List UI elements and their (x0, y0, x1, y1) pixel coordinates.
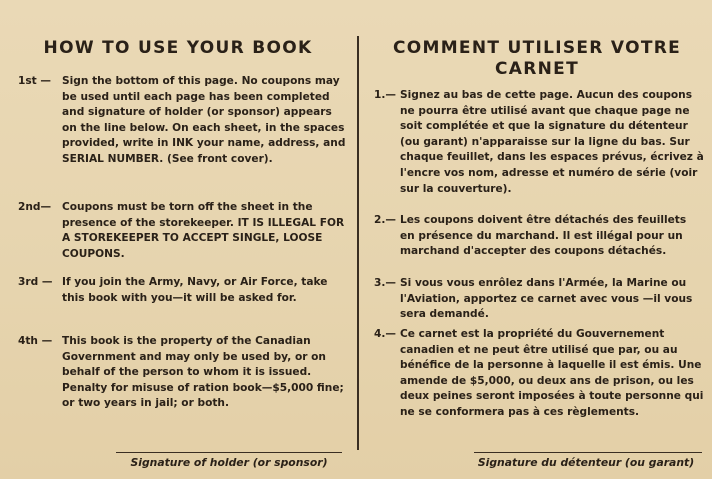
english-signature-label: Signature of holder (or sponsor) (130, 456, 328, 469)
english-signature-line (116, 452, 342, 453)
french-item-1-text: Signez au bas de cette page. Aucun des coupons ne pourra être utilisé avant que chaque page ne soit complétée et que la signature du détenteur (ou garant) n'apparaisse sur la ligne du bas. Sur chaque feuillet, dans les espaces prévus, écrivez à l'encre vos nom, adresse et numéro de série (voir sur la couverture). (400, 89, 704, 195)
column-divider (357, 36, 359, 450)
french-item-3-text: Si vous vous enrôlez dans l'Armée, la Marine ou l'Aviation, apportez ce carnet avec vous —il vous sera demandé. (400, 277, 693, 321)
english-item-3-text: If you join the Army, Navy, or Air Force, take this book with you—it will be asked for. (62, 276, 328, 304)
english-title: HOW TO USE YOUR BOOK (43, 38, 313, 58)
french-item-4-number: 4.— (374, 328, 396, 340)
french-item-1 (374, 88, 704, 197)
english-item-2 (18, 200, 348, 262)
french-signature-label: Signature du détenteur (ou garant) (477, 456, 695, 469)
english-item-1-text: Sign the bottom of this page. No coupons may be used until each page has been completed and signature of holder (or sponsor) appears on the line below. On each sheet, in the spaces provided, write in INK your name, address, and SERIAL NUMBER. (See front cover). (62, 75, 346, 165)
french-title: COMMENT UTILISER VOTRE CARNET (392, 38, 682, 79)
english-item-2-number: 2nd— (18, 201, 52, 213)
english-item-2-text: Coupons must be torn off the sheet in the presence of the storekeeper. IT IS ILLEGAL FOR A STOREKEEPER TO ACCEPT SINGLE, LOOSE COUPONS. (62, 201, 345, 260)
english-item-4-number: 4th — (18, 335, 53, 347)
english-item-4 (18, 334, 348, 412)
french-item-2 (374, 213, 704, 260)
french-item-1-number: 1.— (374, 89, 396, 101)
english-item-3 (18, 275, 348, 306)
french-item-2-number: 2.— (374, 214, 396, 226)
french-item-3-number: 3.— (374, 277, 396, 289)
french-signature-line (474, 452, 702, 453)
english-item-3-number: 3rd — (18, 276, 53, 288)
english-item-4-text: This book is the property of the Canadian Government and may only be used by, or on behalf of the person to whom it is issued. Penalty for misuse of ration book—$5,000 fine; or two years in jail; or both. (62, 335, 344, 410)
english-item-1 (18, 74, 348, 168)
english-item-1-number: 1st — (18, 75, 52, 87)
french-item-2-text: Les coupons doivent être détachés des feuillets en présence du marchand. Il est illégal pour un marchand d'accepter des coupons détachés. (400, 214, 687, 258)
french-column (362, 0, 712, 479)
french-item-4-text: Ce carnet est la propriété du Gouvernement canadien et ne peut être utilisé que par, ou au bénéfice de la personne à laquelle il est émis. Une amende de $5,000, ou deux ans de prison, ou les deux peines seront imposées à toute personne qui ne se conformera pas à ces règlements. (400, 328, 704, 418)
french-item-3 (374, 276, 704, 323)
french-item-4 (374, 327, 704, 421)
